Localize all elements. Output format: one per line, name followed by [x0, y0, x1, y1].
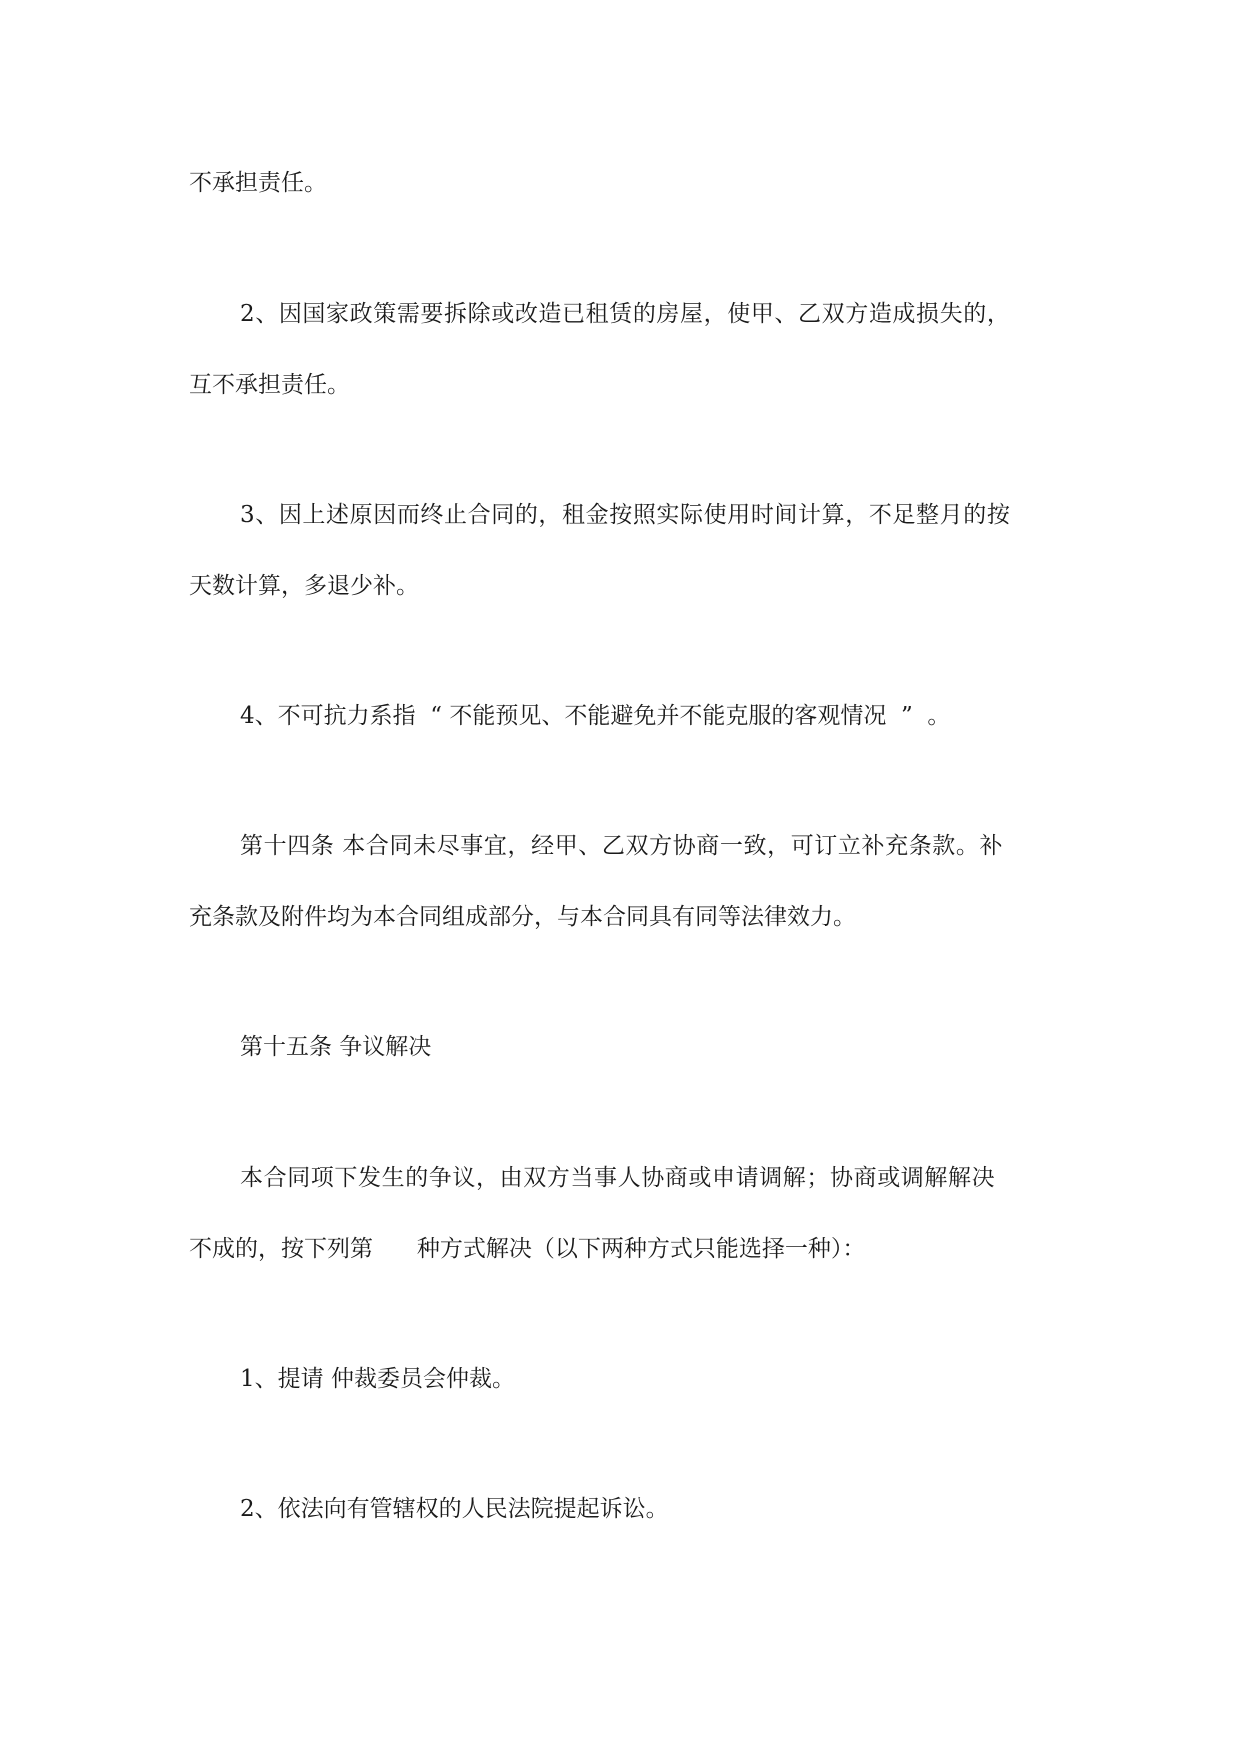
clause-item-2-line-1: 2、因国家政策需要拆除或改造已租赁的房屋，使甲、乙双方造成损失的，: [240, 301, 1011, 327]
dispute-option-2: 2、依法向有管辖权的人民法院提起诉讼。: [240, 1496, 669, 1522]
clause-item-2-line-2: 互不承担责任。: [189, 372, 350, 398]
clause-item-3-line-1: 3、因上述原因而终止合同的，租金按照实际使用时间计算，不足整月的按: [240, 502, 1011, 528]
text-line-continuation: 不承担责任。: [189, 170, 327, 196]
dispute-paragraph-line-2: 不成的，按下列第 种方式解决（以下两种方式只能选择一种）：: [189, 1236, 866, 1262]
dispute-paragraph-line-1: 本合同项下发生的争议，由双方当事人协商或申请调解；协商或调解解决: [240, 1165, 996, 1191]
article-15-heading: 第十五条 争议解决: [240, 1034, 432, 1060]
article-14-line-1: 第十四条 本合同未尽事宜，经甲、乙双方协商一致，可订立补充条款。补: [240, 833, 1004, 859]
clause-item-4-line: 4、不可抗力系指 “ 不能预见、不能避免并不能克服的客观情况 ” 。: [240, 703, 951, 729]
article-14-line-2: 充条款及附件均为本合同组成部分，与本合同具有同等法律效力。: [189, 904, 856, 930]
clause-item-3-line-2: 天数计算，多退少补。: [189, 573, 419, 599]
dispute-option-1: 1、提请 仲裁委员会仲裁。: [240, 1366, 515, 1392]
